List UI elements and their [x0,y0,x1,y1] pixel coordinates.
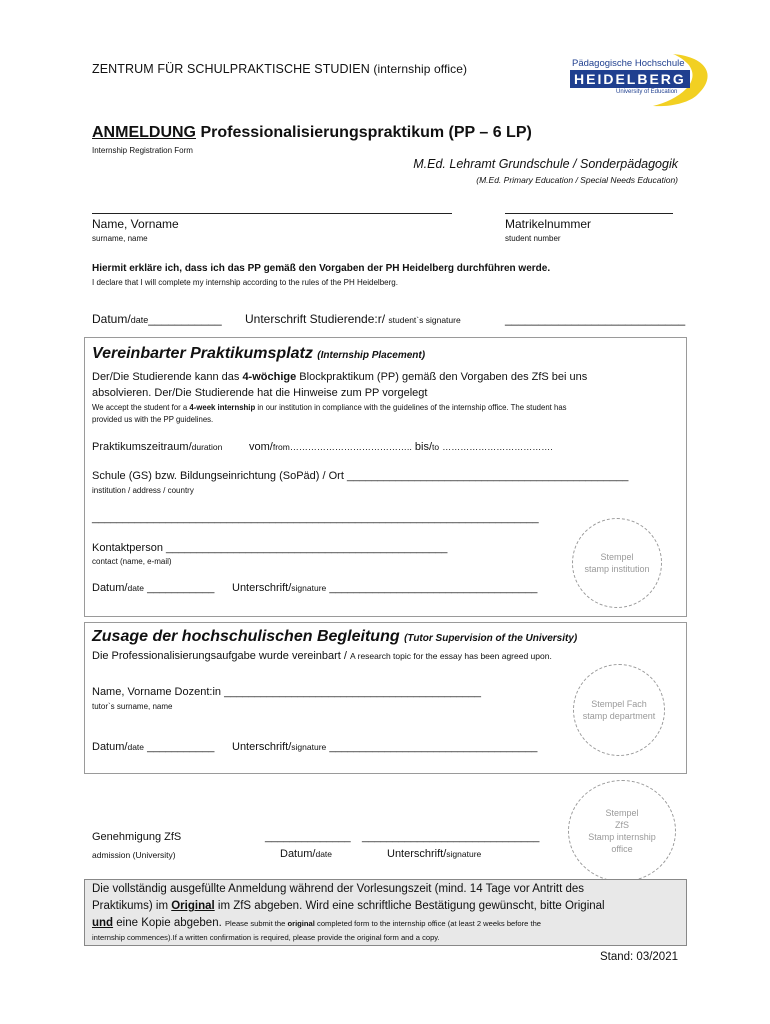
student-signature-label: Unterschrift Studierende:r/ [245,312,386,326]
placement-text1a: Der/Die Studierende kann das [92,371,243,383]
period-to-label: bis/ [414,441,433,453]
stamp-department [573,664,665,756]
notice-original: Original [171,900,215,912]
tutor-row [92,686,481,698]
period-from-label: vom/ [249,441,273,453]
office-name: ZENTRUM FÜR SCHULPRAKTISCHE STUDIEN [92,62,370,76]
stamp-institution [572,518,662,608]
logo-bottom-text: University of Education [616,89,678,95]
placement-title [92,345,425,363]
placement-signature-label: Unterschrift/ [232,582,292,594]
supervision-date-sublabel: date [127,742,145,752]
contact-field[interactable]: ______________________________________________ [166,542,448,554]
student-date-row [92,312,222,326]
notice-line3 [92,917,541,929]
notice-line3e: completed form to the internship office (at least 2 weeks before the [314,919,542,928]
supervision-date-field[interactable]: ___________ [147,741,215,753]
tutor-field[interactable]: __________________________________________ [224,686,482,698]
notice-line1: Die vollständig ausgefüllte Anmeldung während der Vorlesungszeit (mind. 14 Tage vor Antritt des [92,883,585,895]
notice-line2a: Praktikums) im [92,900,172,912]
logo-main-text: HEIDELBERG [570,70,690,88]
office-name-english: (internship office) [373,62,468,76]
admission-date-text: Datum/ [280,848,316,860]
period-from-sublabel: from [272,442,290,452]
admission-date-field[interactable]: ______________ [265,831,351,843]
contact-sublabel: contact (name, e-mail) [92,557,172,566]
school-field[interactable]: ______________________________________________ [346,470,629,482]
address-field[interactable]: _________________________________________________________________________ [92,512,539,524]
title-anmeldung: ANMELDUNG [92,124,196,141]
placement-text1b: 4-wöchige [242,371,297,383]
school-label: Schule (GS) bzw. Bildungseinrichtung (SoPäd) / Ort [92,470,344,482]
admission-label: Genehmigung ZfS [92,831,182,843]
matrikel-sublabel: student number [505,234,561,243]
student-signature-field[interactable]: ___________________________ [505,312,686,326]
supervision-text-de: Die Professionalisierungsaufgabe wurde vereinbart / [92,650,351,662]
notice-line3d: original [287,919,315,928]
stamp-zfs-line3: Stamp internship [588,832,656,842]
notice-und: und [92,917,114,929]
stand-date: Stand: 03/2021 [599,951,678,963]
admission-signature-label [387,848,481,860]
declaration-english: I declare that I will complete my internship according to the rules of the PH Heidelberg. [92,278,398,287]
name-label: Name, Vorname [92,217,179,231]
office-heading [92,62,467,76]
notice-english-start [225,919,541,928]
placement-text1c: Blockpraktikum (PP) gemäß den Vorgaben des ZfS bei uns [296,371,588,383]
placement-en1c: in our institution in compliance with the guidelines of the internship office. The student has [255,403,567,412]
tutor-sublabel: tutor`s surname, name [92,702,173,711]
supervision-signature-sublabel: signature [291,742,327,752]
placement-signature-row [232,582,537,594]
period-label: Praktikumszeitraum/ [92,441,192,453]
student-date-label: Datum/ [92,312,131,326]
supervision-signature-row [232,741,537,753]
school-row [92,470,628,482]
university-logo [568,52,718,107]
notice-line2 [92,900,605,912]
placement-signature-sublabel: signature [291,583,327,593]
supervision-title-text: Zusage der hochschulischen Begleitung [92,628,400,645]
student-date-field[interactable]: ___________ [148,312,222,326]
matrikel-label: Matrikelnummer [505,217,592,231]
school-sublabel: institution / address / country [92,486,194,495]
tutor-label: Name, Vorname Dozent:in [92,686,222,698]
contact-label: Kontaktperson [92,542,163,554]
logo-top-text: Pädagogische Hochschule [572,58,685,69]
student-signature-sublabel: student`s signature [388,315,461,325]
placement-date-field[interactable]: ___________ [147,582,215,594]
stamp-department-line1: Stempel Fach [591,699,647,709]
stamp-department-line2: stamp department [582,711,656,721]
period-from-row [249,441,553,453]
placement-signature-field[interactable]: __________________________________ [329,582,538,594]
program-name: M.Ed. Lehramt Grundschule / Sonderpädagogik [413,157,678,171]
stamp-zfs [568,780,676,882]
supervision-signature-field[interactable]: __________________________________ [329,741,538,753]
admission-signature-subtext: signature [446,849,482,859]
admission-date-subtext: date [315,849,333,859]
stamp-zfs-line4: office [611,844,633,854]
supervision-date-label: Datum/ [92,741,128,753]
name-field[interactable] [92,213,452,214]
admission-signature-field[interactable]: _____________________________ [362,831,540,843]
admission-date-label [280,848,332,860]
period-row [92,441,222,453]
title-rest: Professionalisierungspraktikum (PP – 6 LP) [200,124,532,141]
admission-sublabel: admission (University) [92,850,176,860]
admission-signature-text: Unterschrift/ [387,848,447,860]
placement-date-sublabel: date [127,583,145,593]
notice-line3c: Please submit the [224,919,288,928]
placement-date-label: Datum/ [92,582,128,594]
student-signature-row [245,312,461,326]
supervision-date-row [92,741,214,753]
supervision-signature-label: Unterschrift/ [232,741,292,753]
placement-title-english: (Internship Placement) [317,350,426,361]
supervision-text-en: A research topic for the essay has been agreed upon. [350,651,552,661]
notice-line3b: eine Kopie abgeben. [113,917,225,929]
supervision-title [92,628,577,646]
stamp-zfs-line2: ZfS [614,820,629,830]
matrikel-field[interactable] [505,213,673,214]
placement-en1b: 4-week internship [189,403,256,412]
form-title [92,124,532,142]
notice-line4: internship commences).If a written confirmation is required, please provide the original form and a copy. [92,933,440,942]
name-sublabel: surname, name [92,234,148,243]
student-date-sublabel: date [130,315,149,325]
declaration-text: Hiermit erkläre ich, dass ich das PP gemäß den Vorgaben der PH Heidelberg durchführen werde. [92,263,551,274]
program-name-english: (M.Ed. Primary Education / Special Needs Education) [476,175,678,185]
placement-english-line1 [92,403,567,412]
placement-date-row [92,582,214,594]
stamp-zfs-line1: Stempel [605,808,639,818]
period-sublabel: duration [191,442,223,452]
period-to-sublabel: to [432,442,440,452]
placement-text-line2: absolvieren. Der/Die Studierende hat die Hinweise zum PP vorgelegt [92,387,428,399]
placement-en1a: We accept the student for a [92,403,190,412]
placement-text-line1 [92,371,587,383]
stamp-institution-line2: stamp institution [584,564,650,574]
placement-english-line2: provided us with the PP guidelines. [92,415,214,424]
notice-line2c: im ZfS abgeben. Wird eine schriftliche Bestätigung gewünscht, bitte Original [214,900,605,912]
period-from-field[interactable]: ………………………………….. [289,442,412,452]
placement-title-text: Vereinbarter Praktikumsplatz [92,345,313,362]
contact-row [92,542,447,554]
supervision-text [92,650,552,662]
form-title-english: Internship Registration Form [92,146,193,155]
period-to-field[interactable]: ………………………………. [442,442,553,452]
supervision-title-english: (Tutor Supervision of the University) [404,633,578,644]
stamp-institution-line1: Stempel [600,552,634,562]
